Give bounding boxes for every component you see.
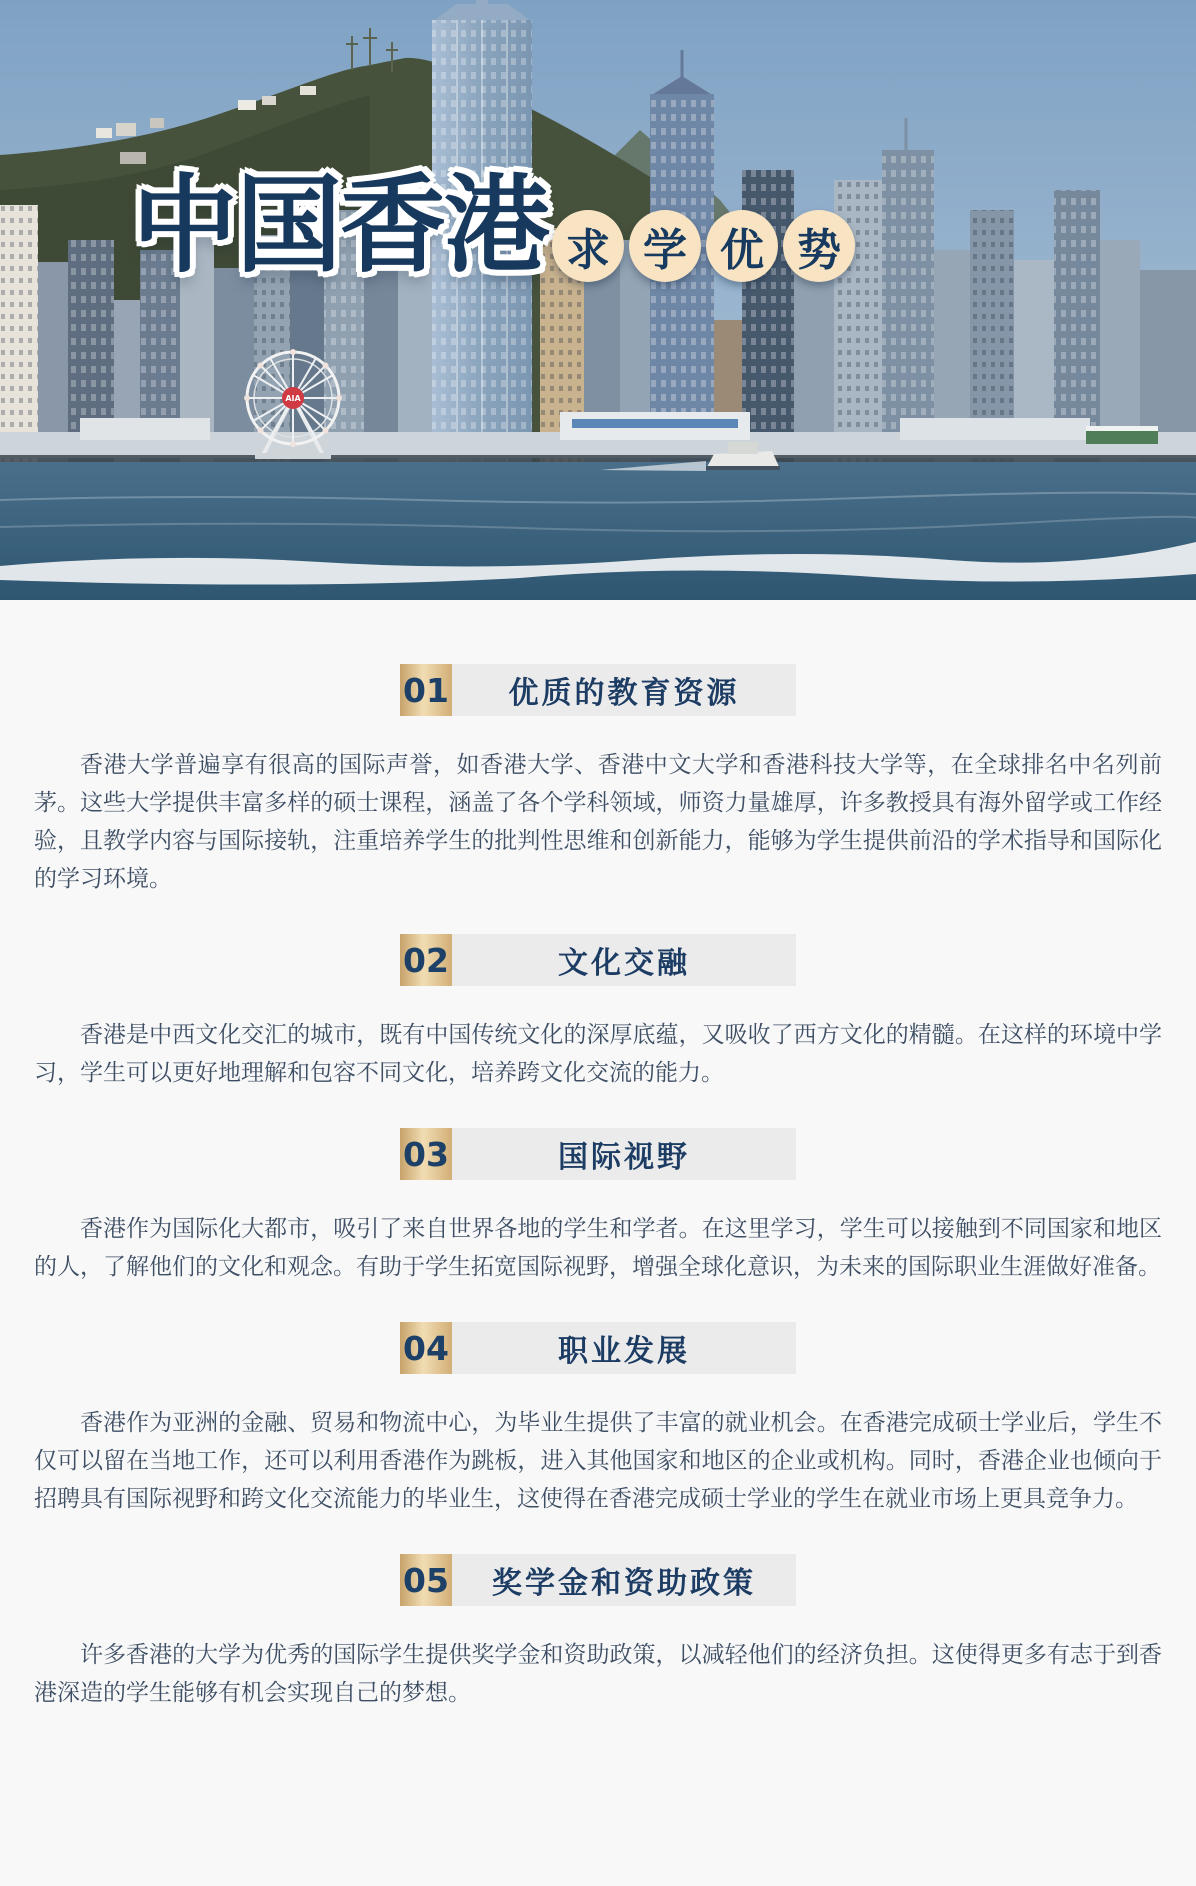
page-title: 中国香港 xyxy=(132,164,548,287)
section-body: 许多香港的大学为优秀的国际学生提供奖学金和资助政策，以减轻他们的经济负担。这使得更多有志于到香港深造的学生能够有机会实现自己的梦想。 xyxy=(34,1642,1162,1706)
section-header xyxy=(400,1322,796,1374)
waterfront-piers xyxy=(0,412,1196,464)
section-international-vision xyxy=(0,1128,1196,1286)
section-title: 奖学金和资助政策 xyxy=(452,1554,796,1606)
section-title: 职业发展 xyxy=(452,1322,796,1374)
hongkong-skyline-image xyxy=(0,0,1196,600)
subtitle-badge: 优 xyxy=(706,210,778,282)
section-body: 香港作为亚洲的金融、贸易和物流中心，为毕业生提供了丰富的就业机会。在香港完成硕士学业后，学生不仅可以留在当地工作，还可以利用香港作为跳板，进入其他国家和地区的企业或机构。同时，香港企业也倾向于招聘具有国际视野和跨文化交流能力的毕业生，这使得在香港完成硕士学业的学生在就业市场上更具竞争力。 xyxy=(34,1410,1162,1512)
subtitle-badge: 势 xyxy=(783,210,855,282)
section-cultural-integration xyxy=(0,934,1196,1092)
section-header xyxy=(400,664,796,716)
section-header xyxy=(400,1128,796,1180)
sea xyxy=(0,462,1196,600)
subtitle-badge: 求 xyxy=(552,210,624,282)
section-career-development xyxy=(0,1322,1196,1518)
article-content xyxy=(0,600,1196,1712)
section-number-badge: 02 xyxy=(400,934,452,986)
section-title: 国际视野 xyxy=(452,1128,796,1180)
section-body: 香港大学普遍享有很高的国际声誉，如香港大学、香港中文大学和香港科技大学等，在全球排名中名列前茅。这些大学提供丰富多样的硕士课程，涵盖了各个学科领域，师资力量雄厚，许多教授具有海外留学或工作经验，且教学内容与国际接轨，注重培养学生的批判性思维和创新能力，能够为学生提供前沿的学术指导和国际化的学习环境。 xyxy=(34,752,1162,892)
section-body: 香港作为国际化大都市，吸引了来自世界各地的学生和学者。在这里学习，学生可以接触到不同国家和地区的人，了解他们的文化和观念。有助于学生拓宽国际视野，增强全球化意识，为未来的国际职业生涯做好准备。 xyxy=(34,1216,1162,1280)
section-header xyxy=(400,1554,796,1606)
section-number-badge: 04 xyxy=(400,1322,452,1374)
section-number-badge: 05 xyxy=(400,1554,452,1606)
subtitle-badges xyxy=(552,210,855,282)
section-number-badge: 01 xyxy=(400,664,452,716)
section-education-resources xyxy=(0,664,1196,898)
section-scholarship-policy xyxy=(0,1554,1196,1712)
section-title: 文化交融 xyxy=(452,934,796,986)
section-number-badge: 03 xyxy=(400,1128,452,1180)
section-header xyxy=(400,934,796,986)
subtitle-badge: 学 xyxy=(629,210,701,282)
aia-logo-text: AIA xyxy=(285,394,301,403)
hero-banner xyxy=(0,0,1196,600)
section-body: 香港是中西文化交汇的城市，既有中国传统文化的深厚底蕴，又吸收了西方文化的精髓。在这样的环境中学习，学生可以更好地理解和包容不同文化，培养跨文化交流的能力。 xyxy=(34,1022,1162,1086)
section-title: 优质的教育资源 xyxy=(452,664,796,716)
